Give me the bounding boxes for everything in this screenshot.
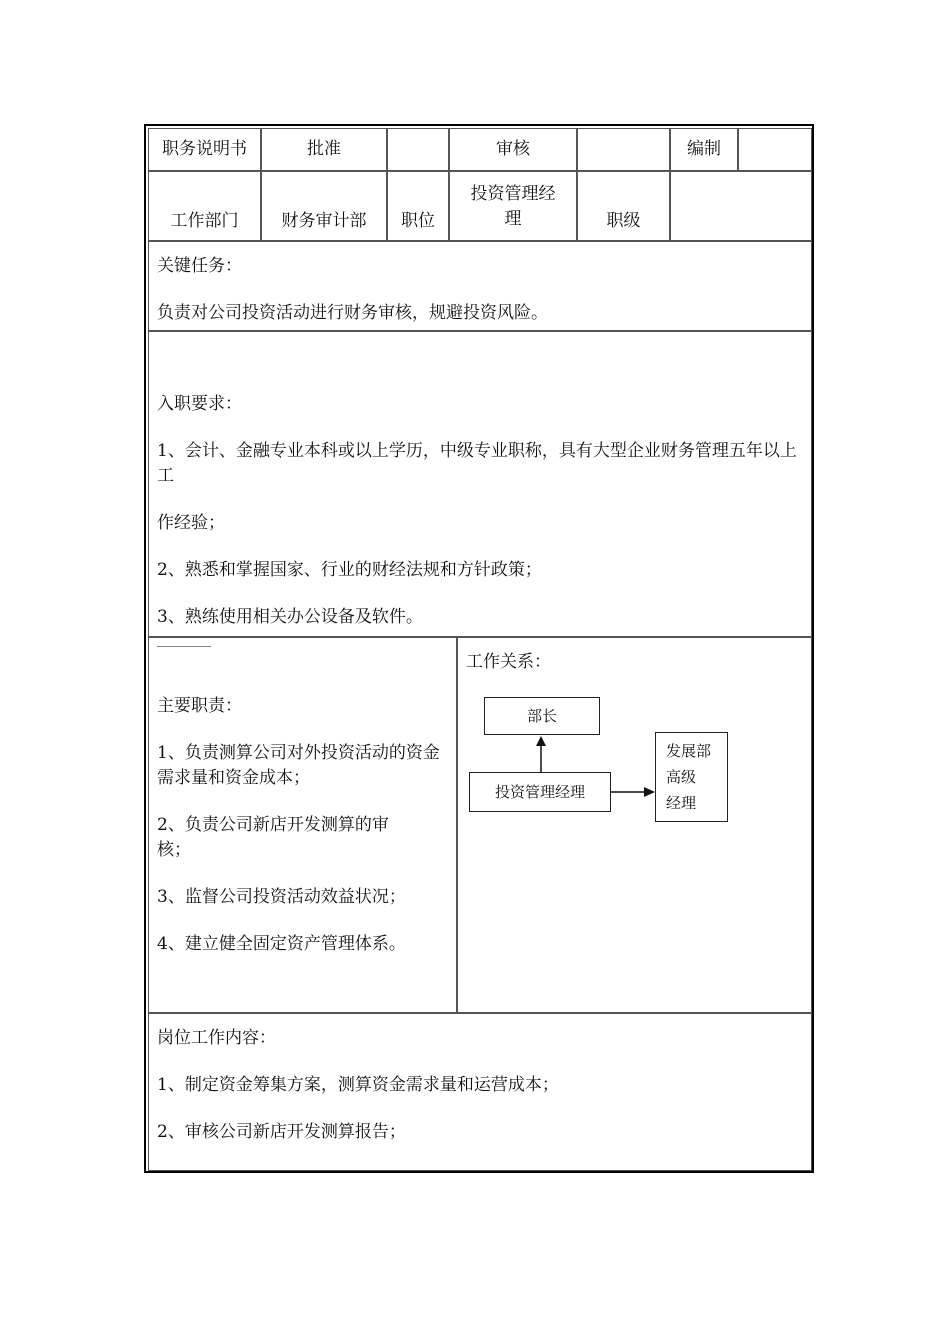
key-tasks-section: [148, 241, 812, 331]
review-value-cell[interactable]: [577, 128, 670, 171]
position-value-line1: 投资管理经: [470, 184, 556, 204]
peer-label-line3: 经理: [666, 794, 697, 812]
arrow-up-head: [536, 736, 546, 746]
peer-label-line1: 发展部: [666, 742, 712, 760]
job-description-table: [144, 124, 814, 1173]
duty-item-4: 4、建立健全固定资产管理体系。: [157, 934, 406, 954]
doc-title: 职务说明书: [162, 139, 247, 159]
duty-item-2: 2、负责公司新店开发测算的审核；: [157, 815, 389, 860]
job-content-item-1: 1、制定资金筹集方案，测算资金需求量和运营成本；: [157, 1075, 559, 1095]
relation-arrows: [458, 638, 811, 1012]
level-label: 职级: [606, 211, 641, 231]
requirements-section: [148, 331, 812, 637]
peer-label-line2: 高级: [666, 768, 697, 786]
dept-value-cell: [261, 171, 387, 241]
boss-label: 部长: [526, 706, 557, 725]
position-label-cell: [387, 171, 449, 241]
self-label: 投资管理经理: [494, 782, 585, 801]
requirement-item-3: 3、熟练使用相关办公设备及软件。: [157, 607, 423, 627]
compile-value-cell[interactable]: [738, 128, 812, 171]
title-cell: [148, 128, 261, 171]
dept-value: 财务审计部: [281, 211, 367, 231]
review-label-cell: [449, 128, 577, 171]
requirement-item-1-cont: 作经验；: [157, 513, 225, 533]
duties-heading: 主要职责：: [157, 696, 242, 716]
divider-line: [157, 646, 211, 647]
compile-label-cell: [670, 128, 738, 171]
requirement-item-1: 1、会计、金融专业本科或以上学历，中级专业职称，具有大型企业财务管理五年以上工: [157, 441, 797, 486]
dept-label: 工作部门: [170, 211, 239, 231]
position-label: 职位: [401, 211, 435, 231]
approve-label: 批准: [307, 139, 341, 159]
level-label-cell: [577, 171, 670, 241]
job-content-section: [148, 1013, 812, 1171]
requirement-item-2: 2、熟悉和掌握国家、行业的财经法规和方针政策；: [157, 560, 542, 580]
job-content-item-2: 2、审核公司新店开发测算报告；: [157, 1122, 406, 1142]
compile-label: 编制: [687, 139, 721, 159]
key-tasks-heading: 关键任务：: [157, 256, 242, 276]
position-value-cell: [449, 171, 577, 241]
approve-label-cell: [261, 128, 387, 171]
level-value-cell[interactable]: [670, 171, 812, 241]
duty-item-3: 3、监督公司投资活动效益状况；: [157, 887, 406, 907]
review-label: 审核: [496, 139, 530, 159]
approve-value-cell[interactable]: [387, 128, 449, 171]
position-value-line2: 理: [504, 209, 522, 229]
job-content-heading: 岗位工作内容：: [157, 1028, 276, 1048]
key-tasks-text: 负责对公司投资活动进行财务审核，规避投资风险。: [157, 303, 548, 323]
duty-item-1: 1、负责测算公司对外投资活动的资金需求量和资金成本；: [157, 743, 440, 788]
relations-heading: 工作关系：: [466, 652, 551, 672]
arrow-right-head: [644, 787, 655, 797]
requirements-heading: 入职要求：: [157, 394, 242, 414]
relations-section: [457, 637, 812, 1013]
dept-label-cell: [148, 171, 261, 241]
duties-section: [148, 637, 457, 1013]
